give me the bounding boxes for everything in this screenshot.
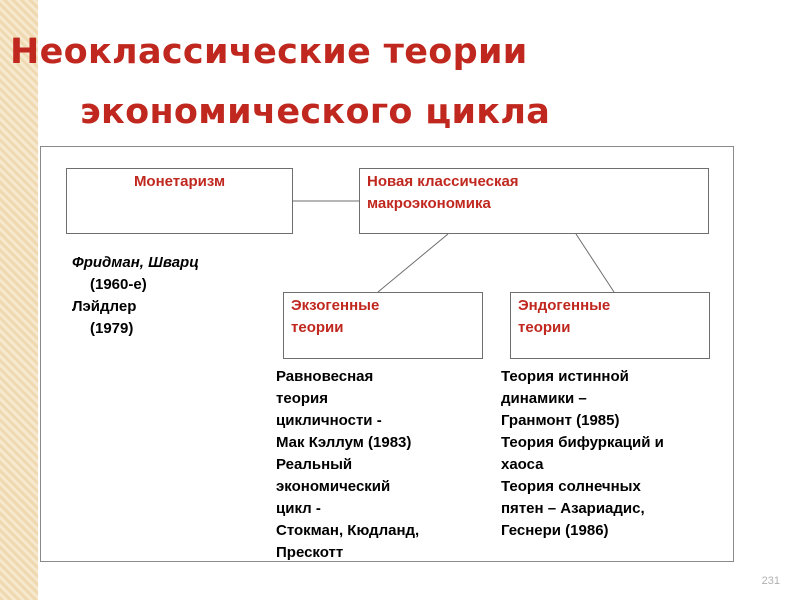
endogenous-theory-line: хаоса [501, 456, 544, 473]
exogenous-theory-line: Равновесная [276, 368, 374, 385]
box-endogenous-label-2: теории [518, 319, 571, 336]
box-exogenous-label-2: теории [291, 319, 344, 336]
connector-new-classical-exogenous [378, 234, 448, 292]
endogenous-theory-line: пятен – Азариадис, [501, 500, 645, 517]
exogenous-theory-line: цикличности - [276, 412, 382, 429]
endogenous-theory-line: Теория солнечных [501, 478, 641, 495]
author-line: Лэйдлер [72, 298, 137, 315]
exogenous-theory-line: экономический [276, 478, 391, 495]
endogenous-theory-line: Геснери (1986) [501, 522, 609, 539]
monetarism-authors [72, 252, 199, 340]
box-monetarism [66, 168, 293, 234]
box-exogenous-theories [283, 292, 483, 359]
endogenous-theory-line: динамики – [501, 390, 587, 407]
box-new-classical-label-2: макроэкономика [367, 195, 491, 212]
page-title-line-1: Неоклассические теории [10, 32, 528, 72]
page-title-line-2: экономического цикла [80, 92, 551, 132]
exogenous-theory-line: Мак Кэллум (1983) [276, 434, 412, 451]
connector-new-classical-endogenous [576, 234, 614, 292]
slide-number: 231 [761, 575, 780, 587]
endogenous-theory-line: Теория бифуркаций и [501, 434, 664, 451]
author-line: Фридман, Шварц [72, 254, 199, 271]
endogenous-theories-list [501, 366, 664, 542]
box-new-classical-macroeconomics [359, 168, 709, 234]
box-endogenous-theories [510, 292, 710, 359]
endogenous-theory-line: Теория истинной [501, 368, 629, 385]
endogenous-theory-line: Гранмонт (1985) [501, 412, 620, 429]
exogenous-theory-line: Прескотт [276, 544, 344, 561]
box-endogenous-label-1: Эндогенные [518, 297, 611, 314]
exogenous-theories-list [276, 366, 419, 564]
exogenous-theory-line: Стокман, Кюдланд, [276, 522, 420, 539]
box-monetarism-label: Монетаризм [133, 173, 226, 190]
author-line: (1979) [90, 320, 134, 337]
box-new-classical-label-1: Новая классическая [367, 173, 519, 190]
box-exogenous-label-1: Экзогенные [291, 297, 380, 314]
exogenous-theory-line: теория [276, 390, 328, 407]
exogenous-theory-line: цикл - [276, 500, 321, 517]
author-line: (1960-е) [90, 276, 147, 293]
exogenous-theory-line: Реальный [276, 456, 353, 473]
